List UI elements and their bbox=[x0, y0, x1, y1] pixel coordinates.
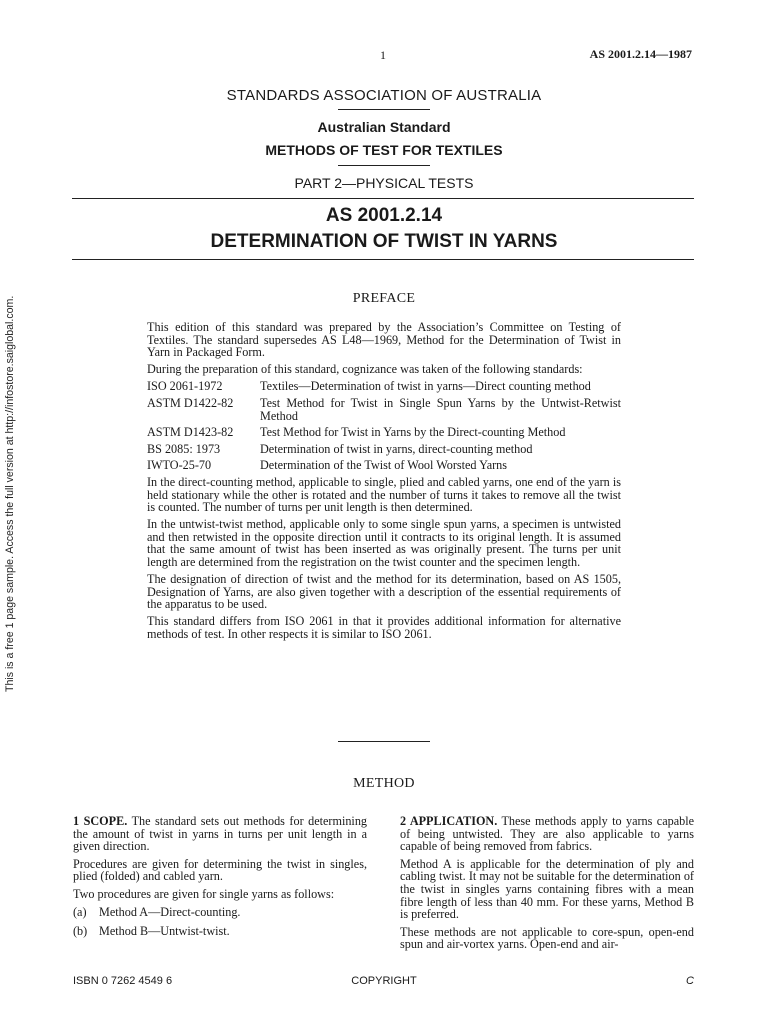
application-title: 2 APPLICATION. bbox=[400, 814, 498, 828]
standard-code-header: AS 2001.2.14—1987 bbox=[589, 47, 692, 61]
application-text: These methods apply to yarns capable of being untwisted. They are also applicable to yarns capable of being removed from fabrics. bbox=[400, 814, 694, 854]
organization-name: STANDARDS ASSOCIATION OF AUSTRALIA bbox=[226, 87, 542, 104]
standard-ref-code: BS 2085: 1973 bbox=[147, 441, 221, 456]
section-divider bbox=[338, 741, 430, 742]
preface-paragraph: During the preparation of this standard, cognizance was taken of the following standards: bbox=[147, 362, 583, 377]
preface-paragraph: The designation of direction of twist and the method for its determination, based on AS 1505, Designation of Yarns, are also given together with a description of the essential requirements of the apparatus to be used. bbox=[147, 572, 621, 612]
scope-paragraph bbox=[73, 815, 367, 853]
standard-ref-code: ASTM D1422-82 bbox=[147, 395, 234, 410]
standard-ref-title: Test Method for Twist in Single Spun Yarns by the Untwist-Retwist Method bbox=[260, 395, 621, 423]
scope-text: The standard sets out methods for determining the amount of twist in yarns in turns per unit length in a given direction. bbox=[73, 814, 368, 854]
application-paragraph: These methods are not applicable to core-spun, open-end spun and air-vortex yarns. Open-end and air- bbox=[400, 924, 694, 952]
sample-notice-sidebar: This is a free 1 page sample. Access the full version at http://infostore.saiglobal.com. bbox=[4, 295, 16, 692]
isbn: ISBN 0 7262 4549 6 bbox=[73, 975, 173, 987]
list-item-label: (b) bbox=[73, 924, 88, 939]
scope-title: 1 SCOPE. bbox=[73, 814, 128, 828]
preface-body bbox=[147, 321, 621, 645]
list-item-text: Method B—Untwist-twist. bbox=[99, 924, 230, 939]
scope-column bbox=[73, 815, 367, 945]
series-divider bbox=[338, 165, 430, 166]
referenced-standard-row bbox=[147, 397, 621, 422]
standard-ref-title: Determination of twist in yarns, direct-counting method bbox=[260, 441, 533, 456]
list-item-text: Method A—Direct-counting. bbox=[99, 904, 241, 919]
preface-paragraph: This edition of this standard was prepared by the Association’s Committee on Testing of Textiles. The standard supersedes AS L48—1969, Method for the Determination of Twist in Yarn in Packaged Form. bbox=[147, 320, 621, 360]
standard-ref-code: IWTO-25-70 bbox=[147, 458, 212, 473]
standard-title: DETERMINATION OF TWIST IN YARNS bbox=[210, 231, 558, 252]
page-number: 1 bbox=[380, 48, 386, 62]
standard-number: AS 2001.2.14 bbox=[325, 205, 443, 226]
part-title: PART 2—PHYSICAL TESTS bbox=[294, 175, 474, 191]
method-heading: METHOD bbox=[353, 776, 415, 791]
procedure-list-item bbox=[73, 906, 367, 919]
title-top-rule bbox=[72, 198, 694, 199]
page-mark: C bbox=[686, 975, 694, 987]
standard-ref-title: Textiles—Determination of twist in yarns—Direct counting method bbox=[260, 379, 591, 394]
standard-ref-title: Determination of the Twist of Wool Worsted Yarns bbox=[260, 458, 508, 473]
procedure-list-item bbox=[73, 925, 367, 938]
referenced-standard-row bbox=[147, 426, 621, 439]
copyright-notice: COPYRIGHT bbox=[351, 975, 417, 987]
standard-ref-title: Test Method for Twist in Yarns by the Direct-counting Method bbox=[260, 425, 566, 440]
list-item-label: (a) bbox=[73, 904, 87, 919]
title-bottom-rule bbox=[72, 259, 694, 260]
title-divider bbox=[338, 109, 430, 110]
standard-ref-code: ASTM D1423-82 bbox=[147, 425, 234, 440]
series-title: METHODS OF TEST FOR TEXTILES bbox=[265, 142, 503, 158]
standard-ref-code: ISO 2061-1972 bbox=[147, 379, 223, 394]
preface-paragraph: In the direct-counting method, applicable to single, plied and cabled yarns, one end of the yarn is held stationary while the other is rotated and the number of turns it takes to remove all the twist is counted. The number of turns per unit length is then determined. bbox=[147, 474, 621, 515]
preface-heading: PREFACE bbox=[352, 291, 416, 306]
application-paragraph: Method A is applicable for the determination of ply and cabling twist. It may not be suitable for the determination of the twist in singles yarns containing fibres with a mean fibre length of less than 40 mm. For these yarns, Method B is preferred. bbox=[400, 856, 694, 922]
application-paragraph bbox=[400, 815, 694, 853]
referenced-standard-row bbox=[147, 459, 621, 472]
scope-paragraph: Procedures are given for determining the twist in singles, plied (folded) and cabled yarn. bbox=[73, 856, 367, 884]
referenced-standard-row bbox=[147, 443, 621, 456]
preface-paragraph: In the untwist-twist method, applicable only to some single spun yarns, a specimen is untwisted and then retwisted in the opposite direction until it contracts to its original length. It is assumed that the same amount of twist has been inserted as was originally present. The turns per unit length are determined from the registration on the twist counter and the specimen length. bbox=[147, 517, 621, 569]
application-column bbox=[400, 815, 694, 956]
referenced-standard-row bbox=[147, 380, 621, 393]
standard-type: Australian Standard bbox=[317, 119, 451, 135]
scope-paragraph: Two procedures are given for single yarns as follows: bbox=[73, 886, 335, 901]
preface-paragraph: This standard differs from ISO 2061 in that it provides additional information for alternative methods of test. In other respects it is similar to ISO 2061. bbox=[147, 614, 621, 641]
